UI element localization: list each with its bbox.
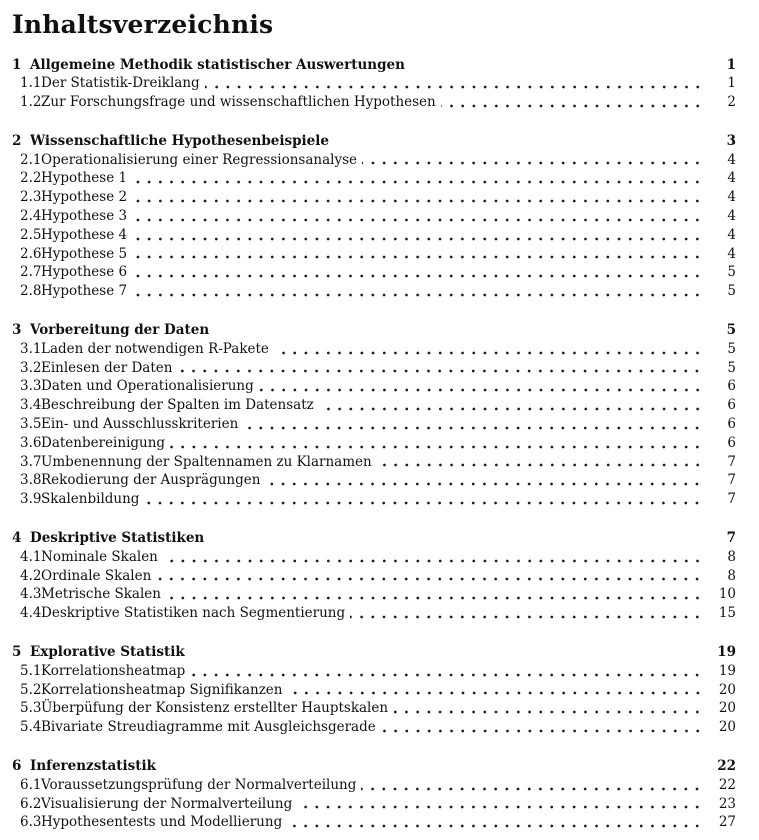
toc-section bbox=[12, 132, 736, 301]
dot-leader bbox=[362, 151, 703, 170]
subsection-title: Einlesen der Daten bbox=[41, 359, 173, 376]
subsection-title: Deskriptive Statistiken nach Segmentierung bbox=[41, 605, 346, 622]
subsection-number: 4.3 bbox=[20, 586, 42, 603]
toc-section-entry bbox=[12, 643, 736, 662]
subsection-title: Hypothesentests und Modellierung bbox=[41, 814, 283, 831]
subsection-number: 5.3 bbox=[20, 700, 42, 717]
subsection-page-number: 4 bbox=[727, 189, 736, 206]
subsection-number: 2.6 bbox=[20, 245, 42, 262]
subsection-number: 5.1 bbox=[20, 662, 42, 679]
subsection-page-number: 22 bbox=[718, 776, 736, 793]
dot-leader bbox=[361, 776, 703, 795]
section-title: Deskriptive Statistiken bbox=[30, 530, 205, 547]
section-page-number: 5 bbox=[726, 322, 736, 339]
subsection-title: Zur Forschungsfrage und wissenschaftlichen Hypothesen bbox=[41, 94, 436, 111]
toc-subsection-entry bbox=[12, 548, 736, 567]
subsection-title: Beschreibung der Spalten im Datensatz bbox=[41, 397, 314, 414]
section-page-number: 1 bbox=[726, 56, 736, 73]
subsection-title: Voraussetzungsprüfung der Normalverteilung bbox=[41, 776, 357, 793]
section-page-number: 19 bbox=[717, 644, 736, 661]
toc-section bbox=[12, 643, 736, 737]
toc-subsection-entry bbox=[12, 567, 736, 586]
subsection-number: 1.2 bbox=[20, 94, 42, 111]
subsection-page-number: 8 bbox=[727, 567, 736, 584]
dot-leader bbox=[265, 471, 703, 490]
section-title: Inferenzstatistik bbox=[30, 758, 156, 774]
section-number: 5 bbox=[12, 644, 22, 661]
subsection-title: Ein- und Ausschlusskriterien bbox=[41, 416, 239, 433]
toc-section-entry bbox=[12, 321, 736, 340]
subsection-page-number: 7 bbox=[727, 491, 736, 508]
dot-leader bbox=[132, 226, 703, 245]
toc-subsection-entry bbox=[12, 263, 736, 282]
dot-leader bbox=[156, 567, 703, 586]
subsection-title: Hypothese 3 bbox=[41, 208, 128, 225]
subsection-page-number: 5 bbox=[727, 340, 736, 357]
subsection-number: 3.6 bbox=[20, 434, 42, 451]
subsection-number: 2.5 bbox=[20, 226, 42, 243]
subsection-page-number: 15 bbox=[718, 605, 736, 622]
subsection-title: Korrelationsheatmap Signifikanzen bbox=[41, 681, 283, 698]
toc-subsection-entry bbox=[12, 453, 736, 472]
subsection-number: 4.2 bbox=[20, 567, 42, 584]
subsection-title: Hypothese 2 bbox=[41, 189, 128, 206]
toc-subsection-entry bbox=[12, 377, 736, 396]
dot-leader bbox=[377, 453, 703, 472]
subsection-list bbox=[12, 548, 736, 623]
subsection-page-number: 5 bbox=[727, 359, 736, 376]
toc-subsection-entry bbox=[12, 585, 736, 604]
toc-subsection-entry bbox=[12, 226, 736, 245]
subsection-number: 1.1 bbox=[20, 75, 42, 92]
subsection-number: 2.3 bbox=[20, 189, 42, 206]
toc-subsection-entry bbox=[12, 74, 736, 93]
subsection-list bbox=[12, 340, 736, 509]
subsection-page-number: 6 bbox=[727, 378, 736, 395]
subsection-page-number: 4 bbox=[727, 226, 736, 243]
subsection-title: Bivariate Streudiagramme mit Ausgleichsgerade bbox=[41, 719, 376, 736]
subsection-page-number: 6 bbox=[727, 434, 736, 451]
dot-leader bbox=[144, 490, 703, 509]
subsection-page-number: 20 bbox=[718, 700, 736, 717]
toc-section-entry bbox=[12, 757, 736, 776]
subsection-number: 4.1 bbox=[20, 548, 42, 565]
subsection-title: Hypothese 6 bbox=[41, 264, 128, 281]
subsection-title: Visualisierung der Normalverteilung bbox=[41, 795, 293, 812]
subsection-title: Ordinale Skalen bbox=[41, 567, 152, 584]
toc-section bbox=[12, 56, 736, 112]
toc-subsection-entry bbox=[12, 662, 736, 681]
toc-subsection-entry bbox=[12, 169, 736, 188]
dot-leader bbox=[243, 415, 703, 434]
subsection-page-number: 4 bbox=[727, 151, 736, 168]
subsection-page-number: 4 bbox=[727, 208, 736, 225]
dot-leader bbox=[132, 207, 703, 226]
subsection-title: Metrische Skalen bbox=[41, 586, 161, 603]
subsection-page-number: 8 bbox=[727, 548, 736, 565]
dot-leader bbox=[441, 93, 703, 112]
subsection-title: Der Statistik-Dreiklang bbox=[41, 75, 200, 92]
toc-section bbox=[12, 757, 736, 832]
subsection-number: 3.8 bbox=[20, 472, 42, 489]
section-number: 6 bbox=[12, 758, 22, 774]
subsection-list bbox=[12, 151, 736, 301]
subsection-page-number: 20 bbox=[718, 681, 736, 698]
toc-section-entry bbox=[12, 529, 736, 548]
subsection-page-number: 7 bbox=[727, 453, 736, 470]
subsection-title: Rekodierung der Ausprägungen bbox=[41, 472, 261, 489]
dot-leader bbox=[381, 718, 703, 737]
subsection-list bbox=[12, 74, 736, 112]
toc-subsection-entry bbox=[12, 699, 736, 718]
subsection-number: 3.9 bbox=[20, 491, 42, 508]
dot-leader bbox=[190, 662, 703, 681]
section-number: 1 bbox=[12, 56, 22, 73]
dot-leader bbox=[393, 699, 703, 718]
toc-section bbox=[12, 321, 736, 509]
section-number: 4 bbox=[12, 530, 22, 547]
subsection-number: 3.7 bbox=[20, 453, 42, 470]
toc-subsection-entry bbox=[12, 282, 736, 301]
dot-leader bbox=[132, 169, 703, 188]
dot-leader bbox=[163, 548, 703, 567]
toc-subsection-entry bbox=[12, 396, 736, 415]
subsection-page-number: 19 bbox=[718, 662, 736, 679]
subsection-title: Hypothese 4 bbox=[41, 226, 128, 243]
subsection-list bbox=[12, 662, 736, 737]
dot-leader bbox=[132, 282, 703, 301]
toc-subsection-entry bbox=[12, 207, 736, 226]
dot-leader bbox=[166, 585, 703, 604]
toc-subsection-entry bbox=[12, 359, 736, 378]
subsection-number: 5.2 bbox=[20, 681, 42, 698]
toc-subsection-entry bbox=[12, 718, 736, 737]
subsection-number: 6.1 bbox=[20, 776, 42, 793]
toc-subsection-entry bbox=[12, 340, 736, 359]
section-title: Wissenschaftliche Hypothesenbeispiele bbox=[30, 132, 329, 149]
toc-subsection-entry bbox=[12, 795, 736, 814]
subsection-number: 2.1 bbox=[20, 151, 42, 168]
section-page-number: 22 bbox=[717, 758, 736, 774]
subsection-title: Korrelationsheatmap bbox=[41, 662, 186, 679]
subsection-number: 3.2 bbox=[20, 359, 42, 376]
subsection-title: Hypothese 1 bbox=[41, 170, 128, 187]
toc-subsection-entry bbox=[12, 93, 736, 112]
subsection-number: 3.5 bbox=[20, 416, 42, 433]
table-of-contents bbox=[12, 56, 736, 833]
subsection-page-number: 5 bbox=[727, 283, 736, 300]
subsection-title: Operationalisierung einer Regressionsanalyse bbox=[41, 151, 358, 168]
subsection-page-number: 20 bbox=[718, 719, 736, 736]
dot-leader bbox=[177, 359, 703, 378]
subsection-title: Daten und Operationalisierung bbox=[41, 378, 254, 395]
subsection-number: 3.1 bbox=[20, 340, 42, 357]
toc-subsection-entry bbox=[12, 188, 736, 207]
subsection-title: Nominale Skalen bbox=[41, 548, 158, 565]
subsection-number: 2.4 bbox=[20, 208, 42, 225]
dot-leader bbox=[170, 434, 703, 453]
subsection-page-number: 4 bbox=[727, 170, 736, 187]
dot-leader bbox=[287, 813, 703, 832]
section-number: 2 bbox=[12, 132, 22, 149]
section-number: 3 bbox=[12, 322, 22, 339]
toc-section bbox=[12, 529, 736, 623]
dot-leader bbox=[350, 604, 703, 623]
dot-leader bbox=[319, 396, 703, 415]
subsection-title: Skalenbildung bbox=[41, 491, 140, 508]
toc-section-entry bbox=[12, 56, 736, 75]
subsection-title: Umbenennung der Spaltennamen zu Klarnamen bbox=[41, 453, 372, 470]
subsection-title: Hypothese 7 bbox=[41, 283, 128, 300]
toc-subsection-entry bbox=[12, 434, 736, 453]
section-title: Vorbereitung der Daten bbox=[30, 322, 210, 339]
dot-leader bbox=[132, 188, 703, 207]
subsection-title: Datenbereinigung bbox=[41, 434, 166, 451]
subsection-number: 2.8 bbox=[20, 283, 42, 300]
subsection-page-number: 27 bbox=[718, 814, 736, 831]
toc-subsection-entry bbox=[12, 681, 736, 700]
toc-subsection-entry bbox=[12, 415, 736, 434]
toc-subsection-entry bbox=[12, 490, 736, 509]
subsection-number: 2.2 bbox=[20, 170, 42, 187]
subsection-title: Hypothese 5 bbox=[41, 245, 128, 262]
subsection-page-number: 1 bbox=[727, 75, 736, 92]
dot-leader bbox=[297, 795, 703, 814]
toc-subsection-entry bbox=[12, 604, 736, 623]
subsection-page-number: 6 bbox=[727, 397, 736, 414]
subsection-number: 6.2 bbox=[20, 795, 42, 812]
subsection-number: 3.4 bbox=[20, 397, 42, 414]
dot-leader bbox=[132, 245, 703, 264]
toc-subsection-entry bbox=[12, 776, 736, 795]
subsection-page-number: 6 bbox=[727, 416, 736, 433]
subsection-page-number: 5 bbox=[727, 264, 736, 281]
subsection-page-number: 4 bbox=[727, 245, 736, 262]
toc-subsection-entry bbox=[12, 813, 736, 832]
section-title: Allgemeine Methodik statistischer Auswertungen bbox=[30, 56, 405, 73]
dot-leader bbox=[132, 263, 703, 282]
toc-subsection-entry bbox=[12, 471, 736, 490]
subsection-number: 3.3 bbox=[20, 378, 42, 395]
toc-subsection-entry bbox=[12, 151, 736, 170]
dot-leader bbox=[259, 377, 703, 396]
subsection-title: Laden der notwendigen R-Pakete bbox=[41, 340, 269, 357]
subsection-page-number: 10 bbox=[718, 586, 736, 603]
section-title: Explorative Statistik bbox=[30, 644, 185, 661]
subsection-number: 4.4 bbox=[20, 605, 42, 622]
dot-leader bbox=[288, 681, 704, 700]
subsection-page-number: 2 bbox=[727, 94, 736, 111]
subsection-number: 6.3 bbox=[20, 814, 42, 831]
subsection-title: Überpüfung der Konsistenz erstellter Hauptskalen bbox=[41, 700, 389, 717]
subsection-number: 5.4 bbox=[20, 719, 42, 736]
subsection-list bbox=[12, 776, 736, 832]
dot-leader bbox=[205, 74, 703, 93]
page-title: Inhaltsverzeichnis bbox=[12, 10, 274, 39]
dot-leader bbox=[274, 340, 703, 359]
section-page-number: 3 bbox=[726, 132, 736, 149]
section-page-number: 7 bbox=[726, 530, 736, 547]
subsection-page-number: 23 bbox=[718, 795, 736, 812]
toc-subsection-entry bbox=[12, 245, 736, 264]
toc-section-entry bbox=[12, 132, 736, 151]
subsection-number: 2.7 bbox=[20, 264, 42, 281]
subsection-page-number: 7 bbox=[727, 472, 736, 489]
